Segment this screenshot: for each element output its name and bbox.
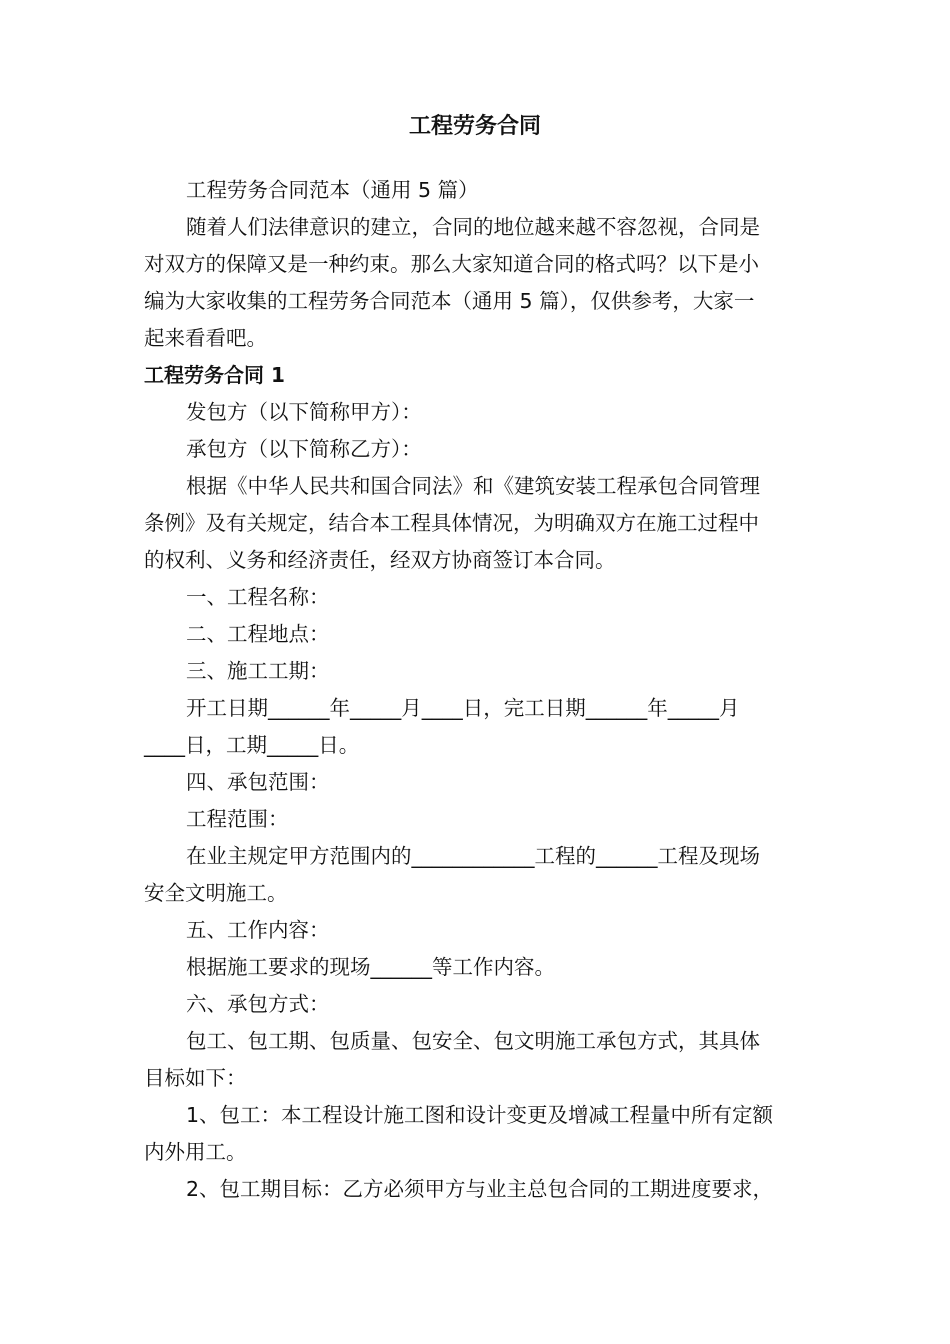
subclause-line: 1、包工：本工程设计施工图和设计变更及增减工程量中所有定额: [186, 1103, 774, 1127]
schedule-paragraph: [144, 690, 808, 764]
basis-line: 的权利、义务和经济责任，经双方协商签订本合同。: [144, 548, 616, 572]
method-line: 包工、包工期、包质量、包安全、包文明施工承包方式，其具体: [186, 1029, 760, 1053]
party-a-line: 发包方（以下简称甲方）：: [186, 400, 422, 424]
clause-project-name: 一、工程名称：: [186, 585, 330, 609]
clause-contract-method: 六、承包方式：: [186, 992, 330, 1016]
subclause-schedule-target: 2、包工期目标：乙方必须甲方与业主总包合同的工期进度要求，: [186, 1177, 774, 1201]
subclause-line: 内外用工。: [144, 1140, 247, 1164]
document-body: [144, 172, 808, 1208]
scope-line: 在业主规定甲方范围内的____________工程的______工程及现场: [186, 844, 760, 868]
basis-paragraph: [144, 468, 808, 579]
subclause-labor: [144, 1097, 808, 1171]
scope-label: 工程范围：: [186, 807, 289, 831]
section-heading: 工程劳务合同 1: [144, 363, 285, 387]
clause-project-location: 二、工程地点：: [186, 622, 330, 646]
intro-line: 起来看看吧。: [144, 326, 267, 350]
intro-paragraph: [144, 209, 808, 357]
party-b-line: 承包方（以下简称乙方）：: [186, 437, 422, 461]
method-paragraph: [144, 1023, 808, 1097]
clause-work-content: 五、工作内容：: [186, 918, 330, 942]
document-subtitle: 工程劳务合同范本（通用 5 篇）: [186, 178, 479, 202]
intro-line: 随着人们法律意识的建立，合同的地位越来越不容忽视，合同是: [186, 215, 760, 239]
basis-line: 根据《中华人民共和国合同法》和《建筑安装工程承包合同管理: [186, 474, 760, 498]
work-content-line: 根据施工要求的现场______等工作内容。: [186, 955, 555, 979]
scope-paragraph: [144, 838, 808, 912]
basis-line: 条例》及有关规定，结合本工程具体情况，为明确双方在施工过程中: [144, 511, 759, 535]
intro-line: 编为大家收集的工程劳务合同范本（通用 5 篇），仅供参考，大家一: [144, 289, 755, 313]
clause-contract-scope: 四、承包范围：: [186, 770, 330, 794]
scope-line: 安全文明施工。: [144, 881, 288, 905]
clause-construction-period: 三、施工工期：: [186, 659, 330, 683]
method-line: 目标如下：: [144, 1066, 247, 1090]
schedule-line: 开工日期______年_____月____日，完工日期______年_____月: [186, 696, 740, 720]
schedule-line: ____日，工期_____日。: [144, 733, 360, 757]
document-title: 工程劳务合同: [408, 114, 541, 139]
intro-line: 对双方的保障又是一种约束。那么大家知道合同的格式吗？以下是小: [144, 252, 759, 276]
